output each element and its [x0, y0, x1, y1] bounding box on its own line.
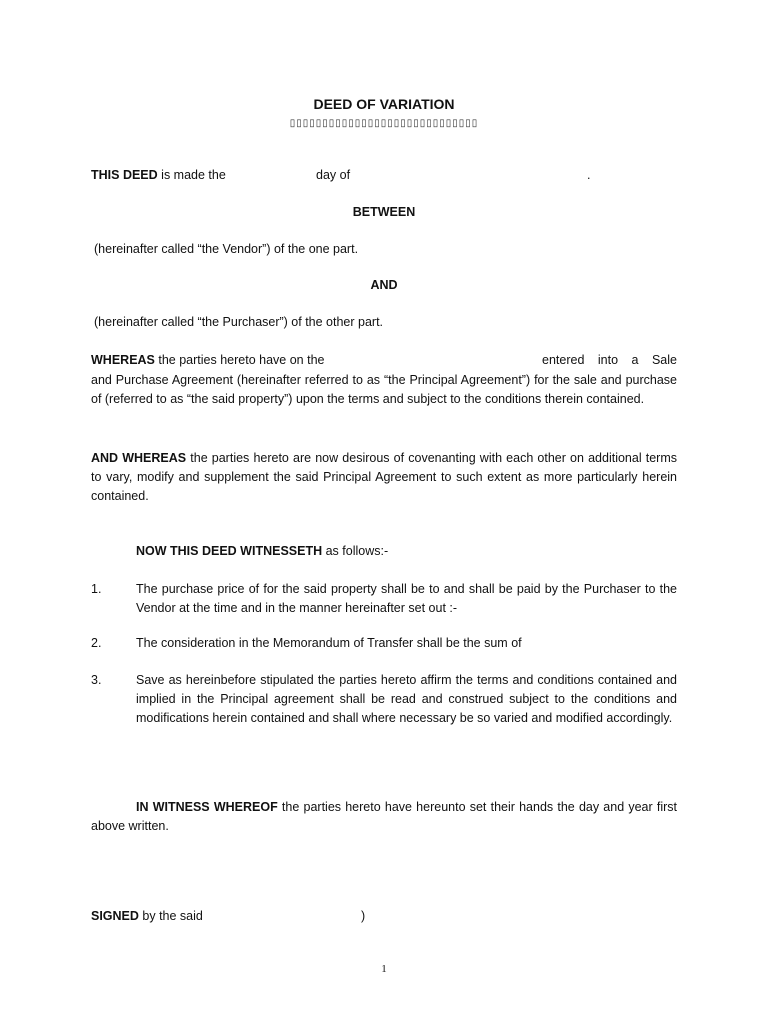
clause-number: 1. — [91, 582, 102, 596]
clause-text: The consideration in the Memorandum of Transfer shall be the sum of — [136, 636, 522, 650]
and-whereas-text: the parties hereto are now desirous of covenanting with each other on additional terms to vary, modify and supplement the said Principal Agreement to such extent as more particularly herein contained. — [91, 451, 677, 503]
and-whereas-lead: AND WHEREAS — [91, 451, 187, 465]
intro-lead: THIS DEED — [91, 168, 158, 182]
intro-period: . — [587, 168, 591, 182]
document-title: DEED OF VARIATION — [313, 96, 455, 112]
whereas-first-line — [91, 351, 324, 370]
between-heading: BETWEEN — [352, 205, 416, 219]
vendor-line: (hereinafter called “the Vendor”) of the one part. — [94, 242, 359, 256]
purchaser-line: (hereinafter called “the Purchaser”) of the other part. — [94, 315, 384, 329]
whereas-text-b: entered into a Sale — [542, 353, 677, 367]
signed-lead: SIGNED — [91, 909, 139, 923]
clause-text: The purchase price of for the said property shall be to and shall be paid by the Purchaser to the Vendor at the time and in the manner hereinafter set out :- — [136, 582, 677, 615]
document-subtitle: ▯▯▯▯▯▯▯▯▯▯▯▯▯▯▯▯▯▯▯▯▯▯▯▯▯▯▯▯▯ — [289, 118, 479, 129]
whereas-text-a: the parties hereto have on the — [154, 353, 325, 367]
signed-text: by the said — [138, 909, 203, 923]
whereas-text-c: and Purchase Agreement (hereinafter referred to as “the Principal Agreement”) for the sale and purchase of (referred to as “the said property”) upon the terms and subject to the conditions therein contained. — [91, 373, 677, 406]
and-whereas-paragraph — [91, 449, 677, 506]
page-number: 1 — [381, 963, 387, 975]
witness-lead: IN WITNESS WHEREOF — [136, 800, 278, 814]
intro-text: is made the — [157, 168, 226, 182]
signed-paren: ) — [361, 909, 366, 923]
signed-line — [91, 907, 203, 926]
whereas-lead: WHEREAS — [91, 353, 155, 367]
witnesseth-lead: NOW THIS DEED WITNESSETH — [136, 544, 323, 558]
witnesseth-text: as follows:- — [322, 544, 389, 558]
witness-paragraph — [91, 798, 677, 836]
clause-number: 3. — [91, 673, 102, 687]
clause-text: Save as hereinbefore stipulated the parties hereto affirm the terms and conditions contained and implied in the Principal agreement shall be read and construed subject to the conditions and modifications herein contained and shall where necessary be so varied and modified accordingly. — [136, 673, 677, 725]
witness-text: the parties hereto have hereunto set their hands the day and year first above written. — [91, 800, 677, 833]
witnesseth-line — [136, 542, 388, 561]
deed-intro — [91, 166, 226, 185]
clause-number: 2. — [91, 636, 102, 650]
intro-day-of: day of — [316, 168, 351, 182]
and-heading: AND — [370, 278, 398, 292]
